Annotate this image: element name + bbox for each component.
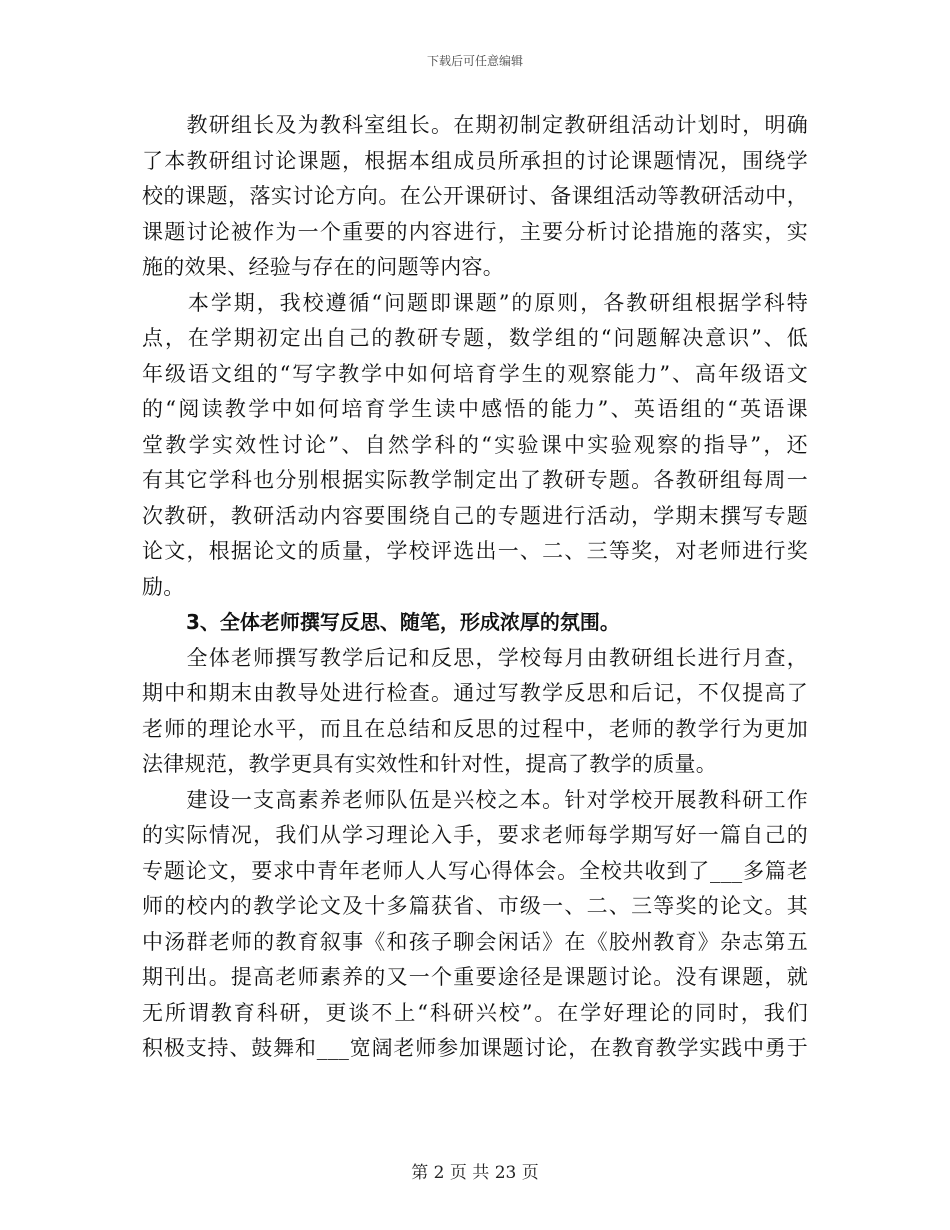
text-line: 课题讨论被作为一个重要的内容进行，主要分析讨论措施的落实，实 — [142, 219, 808, 244]
text-line: 期刊出。提高老师素养的又一个重要途径是课题讨论。没有课题，就 — [142, 965, 808, 989]
paragraph-4 — [142, 783, 808, 1067]
text-line: 的“阅读教学中如何培育学生读中感悟的能力”、英语组的“英语课 — [142, 397, 808, 421]
text-line: 教研组长及为教科室组长。在期初制定教研组活动计划时，明确 — [142, 113, 808, 137]
text-line: 师的校内的教学论文及十多篇获省、市级一、二、三等奖的论文。其 — [142, 894, 808, 918]
text-line: 了本教研组讨论课题，根据本组成员所承担的讨论课题情况，围绕学 — [142, 148, 808, 173]
text-line: 次教研，教研活动内容要围绕自己的专题进行活动，学期末撰写专题 — [142, 503, 808, 528]
paragraph-3 — [142, 641, 808, 783]
text-line: 年级语文组的“写字教学中如何培育学生的观察能力”、高年级语文 — [142, 361, 808, 386]
document-body — [142, 108, 808, 1067]
paragraph-2 — [142, 286, 808, 606]
text-line: 中汤群老师的教育叙事《和孩子聊会闲话》在《胶州教育》杂志第五 — [142, 929, 808, 954]
text-line: 期中和期末由教导处进行检查。通过写教学反思和后记，不仅提高了 — [142, 681, 808, 705]
text-line: 施的效果、经验与存在的问题等内容。 — [142, 255, 505, 279]
page-footer: 第 2 页 共 23 页 — [411, 1163, 539, 1183]
text-line: 堂教学实效性讨论”、自然学科的“实验课中实验观察的指导”，还 — [142, 432, 808, 457]
text-line: 点，在学期初定出自己的教研专题，数学组的“问题解决意识”、低 — [142, 326, 808, 350]
text-line: 积极支持、鼓舞和___宽阔老师参加课题讨论，在教育教学实践中勇于 — [142, 1036, 808, 1060]
text-line: 励。 — [142, 574, 185, 599]
text-line: 有其它学科也分别根据实际教学制定出了教研专题。各教研组每周一 — [142, 468, 808, 492]
text-line: 无所谓教育科研，更谈不上“科研兴校”。在学好理论的同时，我们 — [142, 1000, 808, 1025]
text-line: 全体老师撰写教学后记和反思，学校每月由教研组长进行月查， — [142, 645, 808, 670]
text-line: 法律规范，教学更具有实效性和针对性，提高了教学的质量。 — [142, 752, 718, 776]
text-line: 本学期，我校遵循“问题即课题”的原则，各教研组根据学科特 — [142, 290, 808, 315]
section-heading: 3、全体老师撰写反思、随笔，形成浓厚的氛围。 — [186, 610, 620, 634]
page-header: 下载后可任意编辑 — [426, 54, 523, 68]
text-line: 论文，根据论文的质量，学校评选出一、二、三等奖，对老师进行奖 — [142, 539, 808, 563]
text-line: 老师的理论水平，而且在总结和反思的过程中，老师的教学行为更加 — [142, 716, 808, 741]
text-line: 建设一支高素养老师队伍是兴校之本。针对学校开展教科研工作 — [142, 787, 808, 812]
paragraph-1 — [142, 108, 808, 286]
text-line: 专题论文，要求中青年老师人人写心得体会。全校共收到了___多篇老 — [142, 858, 808, 883]
text-line: 校的课题，落实讨论方向。在公开课研讨、备课组活动等教研活动中， — [142, 184, 808, 208]
text-line: 的实际情况，我们从学习理论入手，要求老师每学期写好一篇自己的 — [142, 823, 808, 847]
